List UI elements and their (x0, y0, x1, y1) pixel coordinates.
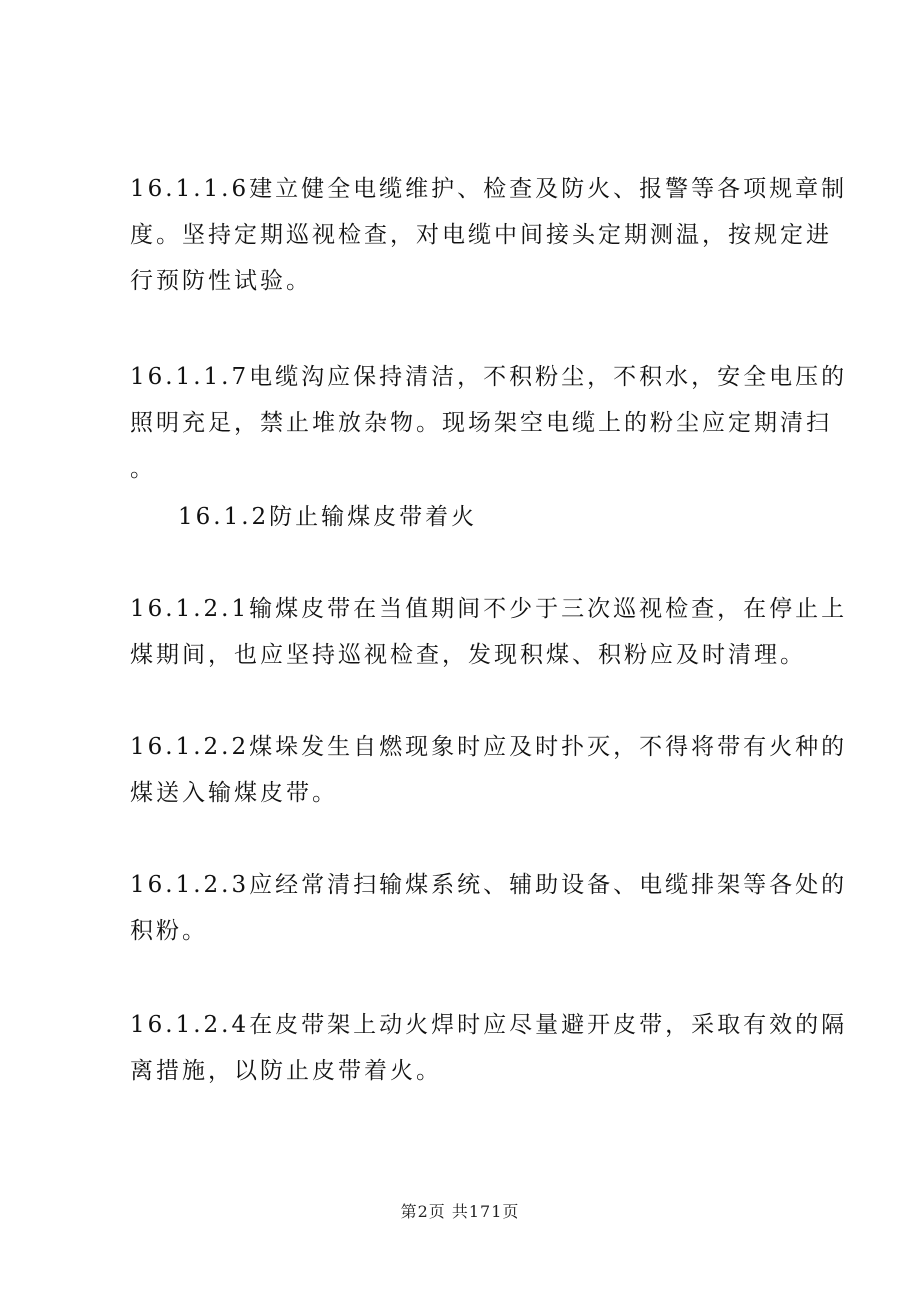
paragraph-line: 煤送入输煤皮带。 (130, 780, 338, 806)
paragraph-line: 度。坚持定期巡视检查，对电缆中间接头定期测温，按规定进 (130, 222, 832, 248)
paragraph-16-1-1-7 (130, 354, 848, 492)
paragraph-line: 16.1.2.4在皮带架上动火焊时应尽量避开皮带，采取有效的隔 (130, 1012, 848, 1038)
paragraph-line: 煤期间，也应坚持巡视检查，发现积煤、积粉应及时清理。 (130, 642, 806, 668)
page-number-footer: 第2页 共171页 (400, 1202, 520, 1221)
paragraph-16-1-2-4 (130, 1002, 848, 1094)
paragraph-line: 照明充足，禁止堆放杂物。现场架空电缆上的粉尘应定期清扫 (130, 410, 832, 436)
paragraph-line: 16.1.1.6建立健全电缆维护、检查及防火、报警等各项规章制 (130, 176, 848, 202)
paragraph-line: 积粉。 (130, 918, 208, 944)
paragraph-line: 16.1.2.3应经常清扫输煤系统、辅助设备、电缆排架等各处的 (130, 872, 848, 898)
paragraph-line: 离措施，以防止皮带着火。 (130, 1058, 442, 1084)
paragraph-16-1-2-2 (130, 724, 848, 816)
paragraph-line: 16.1.1.7电缆沟应保持清洁，不积粉尘，不积水，安全电压的 (130, 364, 848, 390)
paragraph-16-1-2-3 (130, 862, 848, 954)
section-heading-16-1-2: 16.1.2防止输煤皮带着火 (178, 504, 478, 530)
paragraph-line: 16.1.2.1输煤皮带在当值期间不少于三次巡视检查，在停止上 (130, 596, 848, 622)
paragraph-line: 16.1.2.2煤垛发生自燃现象时应及时扑灭，不得将带有火种的 (130, 734, 848, 760)
paragraph-line: 行预防性试验。 (130, 268, 312, 294)
paragraph-line: 。 (130, 456, 156, 482)
paragraph-16-1-2-1 (130, 586, 848, 678)
paragraph-16-1-1-6 (130, 166, 848, 304)
